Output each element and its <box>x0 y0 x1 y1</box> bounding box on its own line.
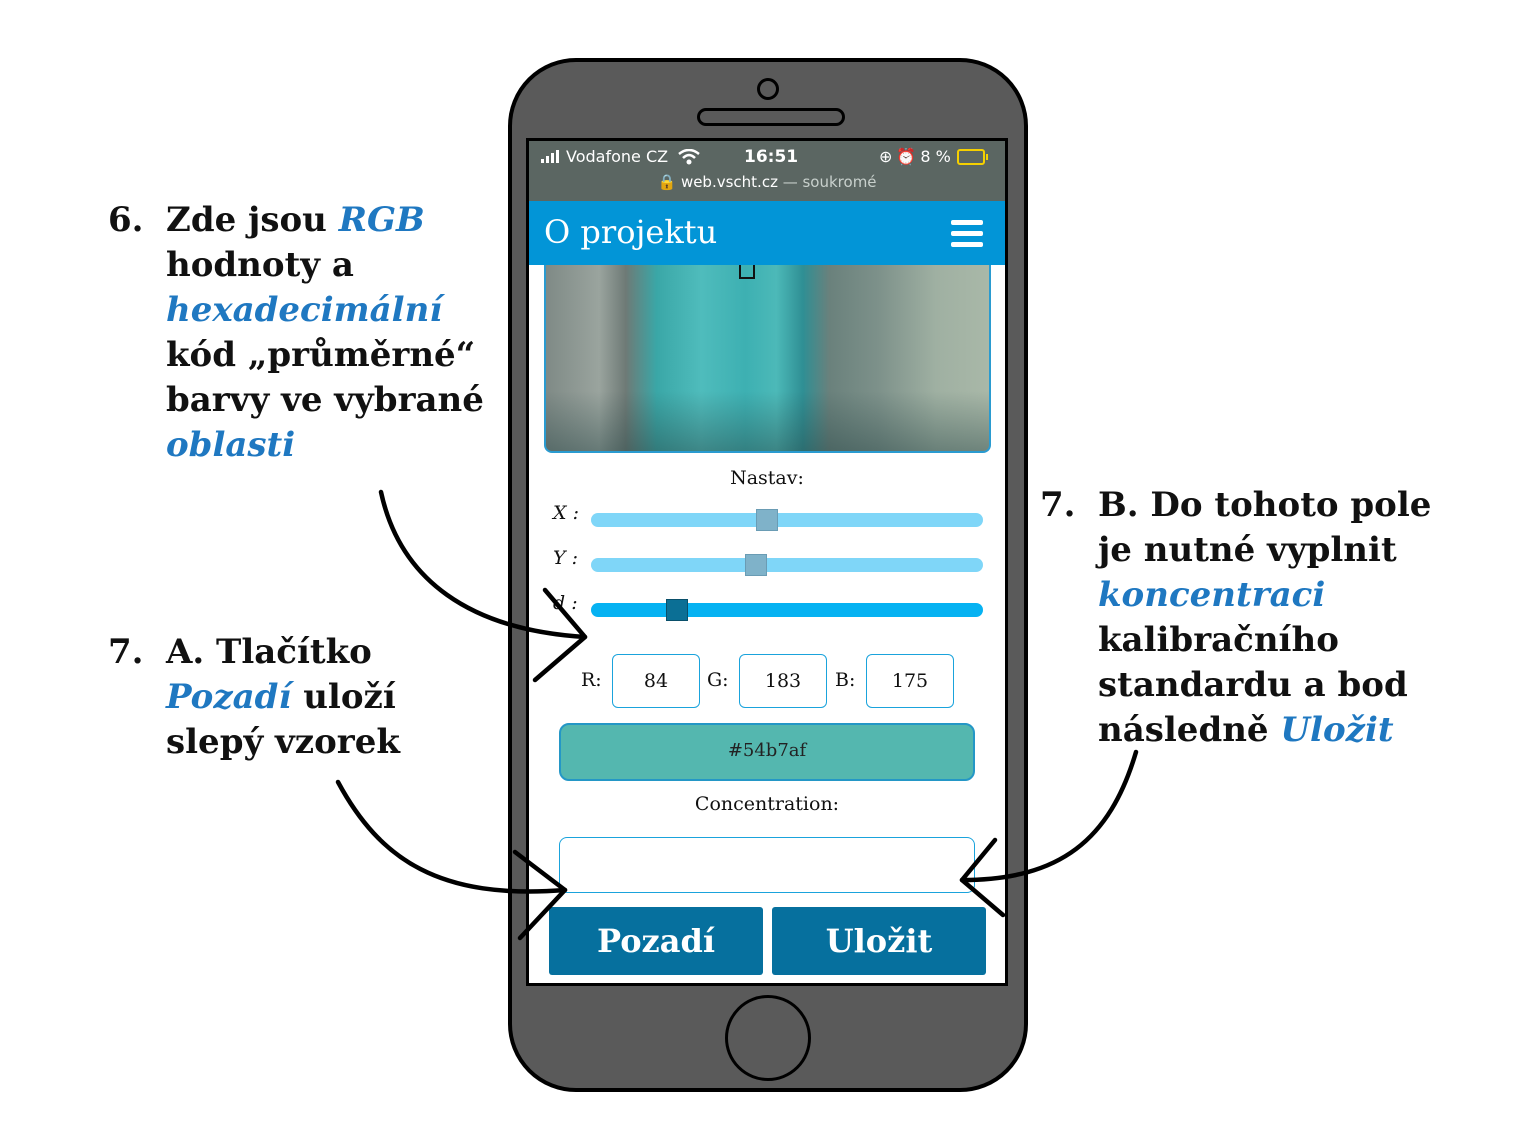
g-value-field[interactable]: 183 <box>739 654 827 708</box>
slider-label: d : <box>553 592 578 614</box>
annotation-text: uloží <box>291 677 396 717</box>
r-value-field[interactable]: 84 <box>612 654 700 708</box>
b-label: B: <box>835 669 856 691</box>
slider-label: X : <box>553 502 579 524</box>
annotation-text: kalibračního <box>1098 620 1339 660</box>
background-button[interactable]: Pozadí <box>549 907 763 975</box>
annotation-text: následně <box>1098 710 1281 750</box>
alarm-icon: ⏰ <box>896 147 917 166</box>
battery-percent: 8 % <box>920 147 951 166</box>
slider-label: Y : <box>553 547 578 569</box>
annotation-highlight: hexadecimální <box>166 290 443 330</box>
save-button[interactable]: Uložit <box>772 907 986 975</box>
annotation-text: B. Do tohoto pole <box>1098 485 1432 525</box>
annotation-text: slepý vzorek <box>166 722 400 762</box>
annotation-text: hodnoty a <box>166 245 354 285</box>
url-domain: web.vscht.cz <box>680 173 778 191</box>
annotation-text: je nutné vyplnit <box>1098 530 1397 570</box>
arrow-step-6 <box>381 492 585 637</box>
annotation-highlight: koncentraci <box>1098 575 1326 615</box>
concentration-label: Concentration: <box>694 793 840 815</box>
carrier-name: Vodafone CZ <box>566 147 669 166</box>
annotation-text: barvy ve vybrané <box>166 380 484 420</box>
controls-title: Nastav: <box>730 467 804 489</box>
arrowhead-step-7a <box>515 852 565 938</box>
annotation-highlight: RGB <box>338 200 425 240</box>
clock: 16:51 <box>744 147 799 167</box>
arrow-step-7b <box>962 752 1136 880</box>
annotation-number: 6. <box>108 200 144 240</box>
annotation-highlight: Pozadí <box>166 677 292 717</box>
annotation-text: kód „průměrné“ <box>166 335 476 375</box>
annotation-highlight: oblasti <box>166 425 296 465</box>
arrow-step-7a <box>338 782 565 892</box>
lock-icon: 🔒 <box>657 173 677 191</box>
g-label: G: <box>707 669 729 691</box>
annotation-number: 7. <box>108 632 144 672</box>
hex-color-swatch: #54b7af <box>559 723 975 781</box>
url-suffix: — soukromé <box>777 173 877 191</box>
annotation-text: Zde jsou <box>166 200 339 240</box>
annotation-highlight: Uložit <box>1280 710 1394 750</box>
annotation-text: A. Tlačítko <box>166 632 372 672</box>
rotation-lock-icon: ⊕ <box>879 147 893 166</box>
r-label: R: <box>581 669 602 691</box>
page-title: O projektu <box>544 213 718 251</box>
b-value-field[interactable]: 175 <box>866 654 954 708</box>
annotation-number: 7. <box>1040 485 1076 525</box>
annotation-text: standardu a bod <box>1098 665 1408 705</box>
